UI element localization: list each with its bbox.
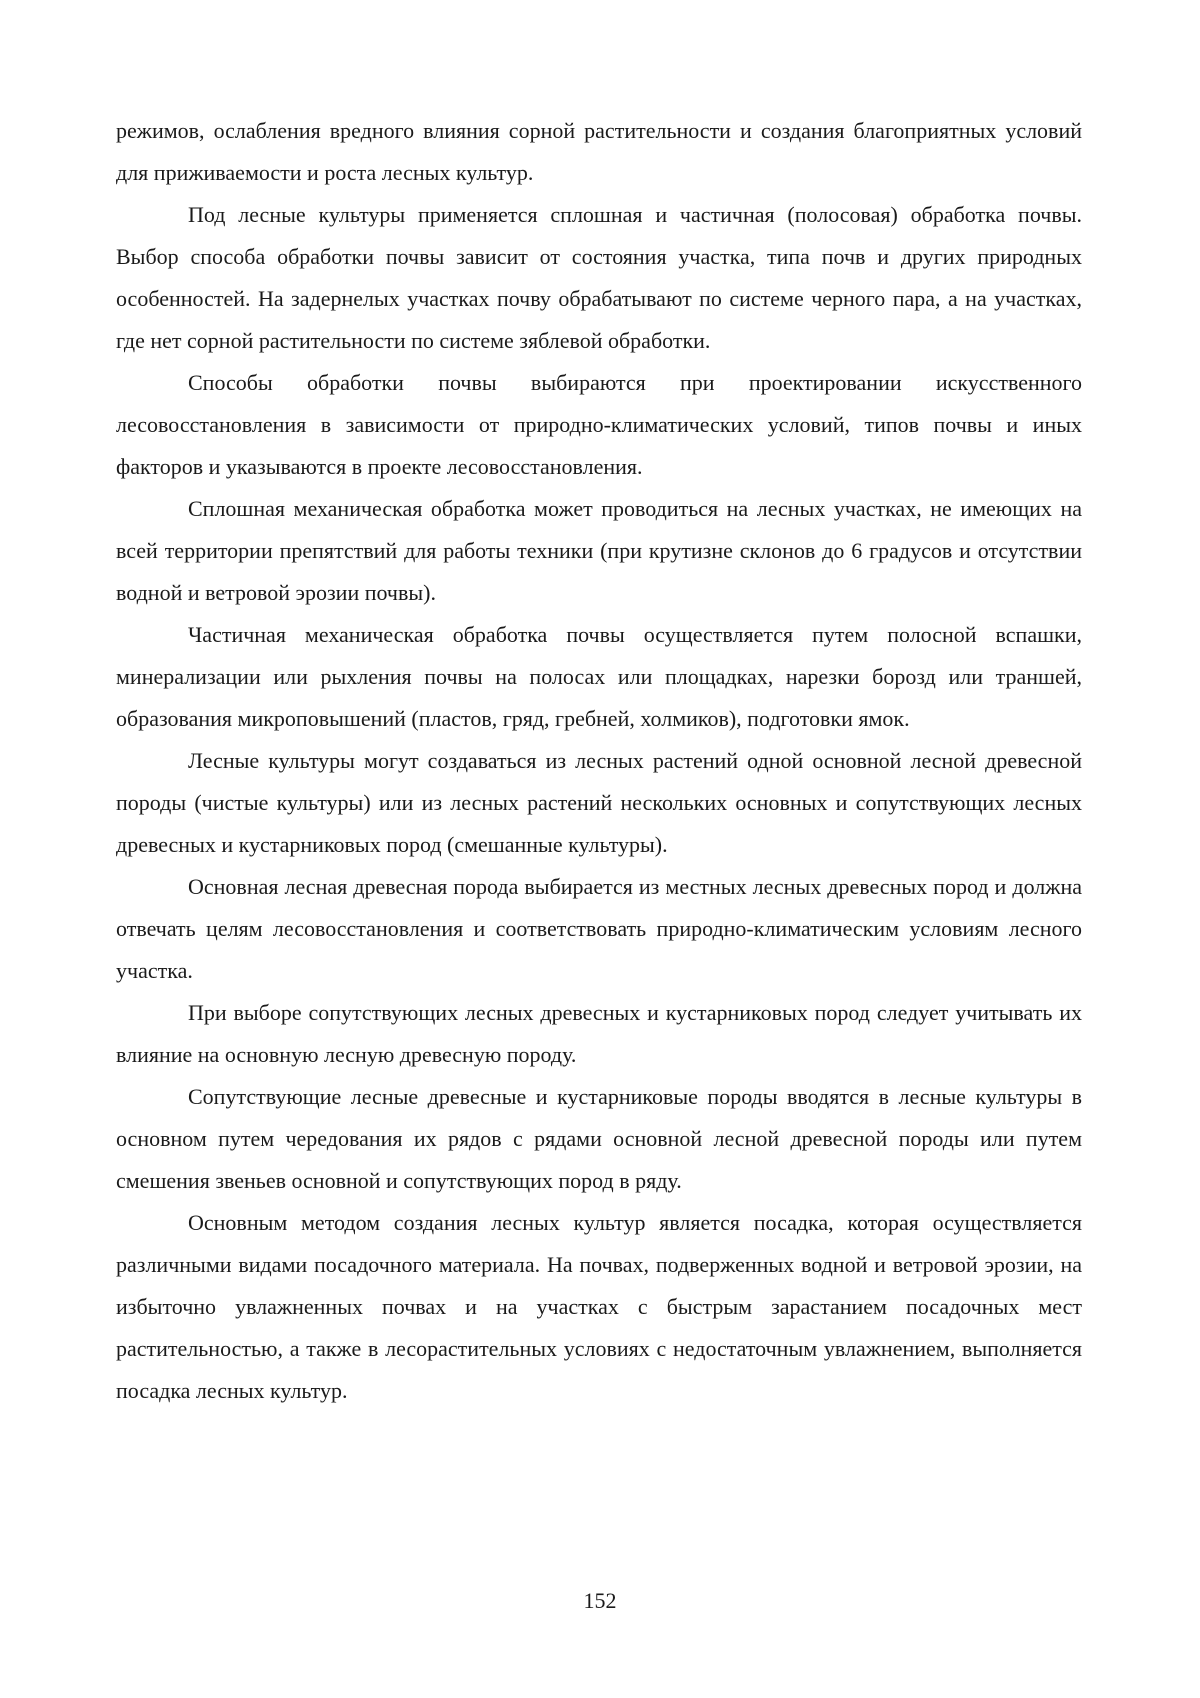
paragraph-partial-treatment: Частичная механическая обработка почвы осуществляется путем полосной вспашки, минерализации или рыхления почвы на полосах или площадках, нарезки борозд или траншей, образования микроповышений (пластов, гряд, гребней, холмиков), подготовки ямок.	[116, 622, 1082, 731]
page-body	[116, 110, 1082, 1412]
paragraph-continued: режимов, ослабления вредного влияния сорной растительности и создания благоприятных условий для приживаемости и роста лесных культур.	[116, 118, 1082, 185]
paragraph-pure-and-mixed-cultures: Лесные культуры могут создаваться из лесных растений одной основной лесной древесной породы (чистые культуры) или из лесных растений нескольких основных и сопутствующих лесных древесных и кустарниковых пород (смешанные культуры).	[116, 748, 1082, 857]
paragraph-accompanying-species-choice: При выборе сопутствующих лесных древесных и кустарниковых пород следует учитывать их влияние на основную лесную древесную породу.	[116, 1000, 1082, 1067]
paragraph-main-species: Основная лесная древесная порода выбирается из местных лесных древесных пород и должна отвечать целям лесовосстановления и соответствовать природно-климатическим условиям лесного участка.	[116, 874, 1082, 983]
page-number: 152	[583, 1588, 617, 1613]
paragraph-continuous-treatment: Сплошная механическая обработка может проводиться на лесных участках, не имеющих на всей территории препятствий для работы техники (при крутизне склонов до 6 градусов и отсутствии водной и ветровой эрозии почвы).	[116, 496, 1082, 605]
paragraph-treatment-method-selection: Способы обработки почвы выбираются при проектировании искусственного лесовосстановления в зависимости от природно-климатических условий, типов почвы и иных факторов и указываются в проекте лесовосстановления.	[116, 370, 1082, 479]
paragraph-soil-treatment-types: Под лесные культуры применяется сплошная и частичная (полосовая) обработка почвы. Выбор способа обработки почвы зависит от состояния участка, типа почв и других природных особенностей. На задернелых участках почву обрабатывают по системе черного пара, а на участках, где нет сорной растительности по системе зяблевой обработки.	[116, 202, 1082, 353]
paragraph-accompanying-species-introduction: Сопутствующие лесные древесные и кустарниковые породы вводятся в лесные культуры в основном путем чередования их рядов с рядами основной лесной древесной породы или путем смешения звеньев основной и сопутствующих пород в ряду.	[116, 1084, 1082, 1193]
paragraph-planting-method: Основным методом создания лесных культур является посадка, которая осуществляется различными видами посадочного материала. На почвах, подверженных водной и ветровой эрозии, на избыточно увлажненных почвах и на участках с быстрым зарастанием посадочных мест растительностью, а также в лесорастительных условиях с недостаточным увлажнением, выполняется посадка лесных культур.	[116, 1210, 1082, 1403]
